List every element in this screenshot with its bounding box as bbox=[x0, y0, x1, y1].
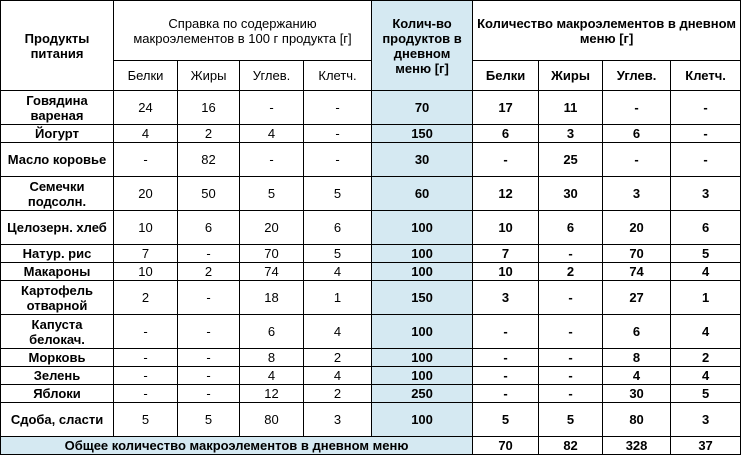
ref-fat-cell: - bbox=[178, 245, 240, 263]
ref-fiber-cell: - bbox=[304, 143, 372, 177]
daily-carbs-cell: 3 bbox=[603, 177, 671, 211]
daily-protein-cell: - bbox=[473, 349, 539, 367]
daily-fat-cell: 6 bbox=[539, 211, 603, 245]
ref-protein-cell: - bbox=[114, 315, 178, 349]
ref-col-fiber: Клетч. bbox=[304, 61, 372, 91]
daily-col-fat: Жиры bbox=[539, 61, 603, 91]
ref-carbs-cell: - bbox=[240, 143, 304, 177]
ref-protein-cell: 20 bbox=[114, 177, 178, 211]
daily-carbs-cell: 80 bbox=[603, 403, 671, 437]
daily-col-protein: Белки bbox=[473, 61, 539, 91]
ref-carbs-cell: 20 bbox=[240, 211, 304, 245]
total-protein: 70 bbox=[473, 437, 539, 455]
daily-header: Количество макроэлементов в дневном меню [г] bbox=[473, 1, 741, 61]
ref-protein-cell: 4 bbox=[114, 125, 178, 143]
ref-fiber-cell: 1 bbox=[304, 281, 372, 315]
ref-protein-cell: 10 bbox=[114, 263, 178, 281]
table-row bbox=[1, 367, 741, 385]
daily-protein-cell: 10 bbox=[473, 211, 539, 245]
daily-carbs-cell: 6 bbox=[603, 315, 671, 349]
ref-protein-cell: - bbox=[114, 367, 178, 385]
ref-protein-cell: 2 bbox=[114, 281, 178, 315]
footer-label: Общее количество макроэлементов в дневном меню bbox=[1, 437, 473, 455]
product-name: Зелень bbox=[1, 367, 114, 385]
ref-protein-cell: - bbox=[114, 385, 178, 403]
product-name: Сдоба, сласти bbox=[1, 403, 114, 437]
daily-protein-cell: - bbox=[473, 143, 539, 177]
daily-fiber-cell: 3 bbox=[671, 177, 741, 211]
ref-fat-cell: - bbox=[178, 315, 240, 349]
daily-carbs-cell: - bbox=[603, 143, 671, 177]
product-name: Картофель отварной bbox=[1, 281, 114, 315]
ref-fat-cell: 6 bbox=[178, 211, 240, 245]
daily-protein-cell: - bbox=[473, 385, 539, 403]
ref-carbs-cell: 4 bbox=[240, 367, 304, 385]
table-row bbox=[1, 281, 741, 315]
quantity-cell: 150 bbox=[372, 281, 473, 315]
table-row bbox=[1, 245, 741, 263]
ref-carbs-cell: 80 bbox=[240, 403, 304, 437]
daily-fat-cell: 2 bbox=[539, 263, 603, 281]
daily-protein-cell: 6 bbox=[473, 125, 539, 143]
ref-fat-cell: - bbox=[178, 385, 240, 403]
ref-fat-cell: 2 bbox=[178, 125, 240, 143]
ref-fiber-cell: 4 bbox=[304, 367, 372, 385]
daily-fiber-cell: 6 bbox=[671, 211, 741, 245]
ref-fiber-cell: 6 bbox=[304, 211, 372, 245]
ref-protein-cell: 7 bbox=[114, 245, 178, 263]
product-name: Говядина вареная bbox=[1, 91, 114, 125]
products-header: Продукты питания bbox=[1, 1, 114, 91]
daily-col-carbs: Углев. bbox=[603, 61, 671, 91]
daily-fiber-cell: - bbox=[671, 143, 741, 177]
daily-protein-cell: - bbox=[473, 315, 539, 349]
daily-fiber-cell: 4 bbox=[671, 367, 741, 385]
ref-fiber-cell: 4 bbox=[304, 263, 372, 281]
table-row bbox=[1, 315, 741, 349]
table-row bbox=[1, 263, 741, 281]
quantity-cell: 60 bbox=[372, 177, 473, 211]
daily-carbs-cell: 27 bbox=[603, 281, 671, 315]
total-fat: 82 bbox=[539, 437, 603, 455]
quantity-header: Колич-во продуктов в дневном меню [г] bbox=[372, 1, 473, 91]
daily-protein-cell: 17 bbox=[473, 91, 539, 125]
daily-fiber-cell: 4 bbox=[671, 315, 741, 349]
ref-carbs-cell: 12 bbox=[240, 385, 304, 403]
ref-fat-cell: 16 bbox=[178, 91, 240, 125]
daily-carbs-cell: 8 bbox=[603, 349, 671, 367]
daily-fiber-cell: 5 bbox=[671, 245, 741, 263]
daily-carbs-cell: 30 bbox=[603, 385, 671, 403]
ref-fat-cell: - bbox=[178, 367, 240, 385]
daily-fat-cell: - bbox=[539, 281, 603, 315]
header-row-top bbox=[1, 1, 741, 61]
daily-fat-cell: 5 bbox=[539, 403, 603, 437]
product-name: Морковь bbox=[1, 349, 114, 367]
ref-fat-cell: 50 bbox=[178, 177, 240, 211]
ref-fiber-cell: 2 bbox=[304, 385, 372, 403]
ref-fiber-cell: 5 bbox=[304, 177, 372, 211]
ref-fat-cell: - bbox=[178, 349, 240, 367]
ref-col-protein: Белки bbox=[114, 61, 178, 91]
ref-carbs-cell: 4 bbox=[240, 125, 304, 143]
daily-fiber-cell: 1 bbox=[671, 281, 741, 315]
product-name: Яблоки bbox=[1, 385, 114, 403]
quantity-cell: 70 bbox=[372, 91, 473, 125]
table-row bbox=[1, 403, 741, 437]
ref-carbs-cell: 8 bbox=[240, 349, 304, 367]
daily-fat-cell: - bbox=[539, 385, 603, 403]
daily-fiber-cell: 5 bbox=[671, 385, 741, 403]
daily-carbs-cell: 20 bbox=[603, 211, 671, 245]
daily-protein-cell: 5 bbox=[473, 403, 539, 437]
ref-protein-cell: 24 bbox=[114, 91, 178, 125]
table-row bbox=[1, 177, 741, 211]
ref-carbs-cell: 74 bbox=[240, 263, 304, 281]
quantity-cell: 100 bbox=[372, 245, 473, 263]
table-row bbox=[1, 143, 741, 177]
quantity-cell: 30 bbox=[372, 143, 473, 177]
ref-protein-cell: - bbox=[114, 349, 178, 367]
quantity-cell: 100 bbox=[372, 349, 473, 367]
daily-fat-cell: 3 bbox=[539, 125, 603, 143]
ref-fiber-cell: 4 bbox=[304, 315, 372, 349]
product-name: Масло коровье bbox=[1, 143, 114, 177]
product-name: Натур. рис bbox=[1, 245, 114, 263]
total-fiber: 37 bbox=[671, 437, 741, 455]
table-row bbox=[1, 385, 741, 403]
daily-fat-cell: 25 bbox=[539, 143, 603, 177]
daily-fat-cell: - bbox=[539, 315, 603, 349]
ref-carbs-cell: 5 bbox=[240, 177, 304, 211]
ref-protein-cell: - bbox=[114, 143, 178, 177]
table-body bbox=[1, 91, 741, 437]
ref-protein-cell: 10 bbox=[114, 211, 178, 245]
ref-fat-cell: 5 bbox=[178, 403, 240, 437]
daily-protein-cell: 3 bbox=[473, 281, 539, 315]
daily-protein-cell: - bbox=[473, 367, 539, 385]
daily-protein-cell: 7 bbox=[473, 245, 539, 263]
ref-fiber-cell: - bbox=[304, 91, 372, 125]
ref-fat-cell: - bbox=[178, 281, 240, 315]
ref-fiber-cell: 3 bbox=[304, 403, 372, 437]
ref-fiber-cell: 5 bbox=[304, 245, 372, 263]
product-name: Йогурт bbox=[1, 125, 114, 143]
daily-fiber-cell: 2 bbox=[671, 349, 741, 367]
daily-fat-cell: - bbox=[539, 349, 603, 367]
quantity-cell: 100 bbox=[372, 403, 473, 437]
quantity-cell: 100 bbox=[372, 367, 473, 385]
total-carbs: 328 bbox=[603, 437, 671, 455]
table-row bbox=[1, 125, 741, 143]
daily-fiber-cell: - bbox=[671, 91, 741, 125]
ref-protein-cell: 5 bbox=[114, 403, 178, 437]
daily-fat-cell: - bbox=[539, 367, 603, 385]
ref-carbs-cell: 6 bbox=[240, 315, 304, 349]
ref-carbs-cell: 18 bbox=[240, 281, 304, 315]
ref-fiber-cell: - bbox=[304, 125, 372, 143]
ref-carbs-cell: - bbox=[240, 91, 304, 125]
quantity-cell: 150 bbox=[372, 125, 473, 143]
ref-carbs-cell: 70 bbox=[240, 245, 304, 263]
table-row bbox=[1, 349, 741, 367]
quantity-cell: 100 bbox=[372, 211, 473, 245]
ref-fat-cell: 2 bbox=[178, 263, 240, 281]
ref-fat-cell: 82 bbox=[178, 143, 240, 177]
product-name: Капуста белокач. bbox=[1, 315, 114, 349]
table-row bbox=[1, 211, 741, 245]
quantity-cell: 250 bbox=[372, 385, 473, 403]
product-name: Целозерн. хлеб bbox=[1, 211, 114, 245]
daily-fiber-cell: 4 bbox=[671, 263, 741, 281]
daily-protein-cell: 12 bbox=[473, 177, 539, 211]
daily-fiber-cell: - bbox=[671, 125, 741, 143]
product-name: Макароны bbox=[1, 263, 114, 281]
quantity-cell: 100 bbox=[372, 263, 473, 281]
quantity-cell: 100 bbox=[372, 315, 473, 349]
ref-fiber-cell: 2 bbox=[304, 349, 372, 367]
daily-carbs-cell: - bbox=[603, 91, 671, 125]
ref-col-fat: Жиры bbox=[178, 61, 240, 91]
daily-fat-cell: 11 bbox=[539, 91, 603, 125]
daily-carbs-cell: 6 bbox=[603, 125, 671, 143]
product-name: Семечки подсолн. bbox=[1, 177, 114, 211]
daily-protein-cell: 10 bbox=[473, 263, 539, 281]
reference-header: Справка по содержанию макроэлементов в 100 г продукта [г] bbox=[114, 1, 372, 61]
table-row bbox=[1, 91, 741, 125]
daily-carbs-cell: 74 bbox=[603, 263, 671, 281]
daily-fat-cell: - bbox=[539, 245, 603, 263]
daily-fiber-cell: 3 bbox=[671, 403, 741, 437]
daily-carbs-cell: 4 bbox=[603, 367, 671, 385]
daily-carbs-cell: 70 bbox=[603, 245, 671, 263]
footer-row bbox=[1, 437, 741, 455]
ref-col-carbs: Углев. bbox=[240, 61, 304, 91]
daily-col-fiber: Клетч. bbox=[671, 61, 741, 91]
daily-fat-cell: 30 bbox=[539, 177, 603, 211]
